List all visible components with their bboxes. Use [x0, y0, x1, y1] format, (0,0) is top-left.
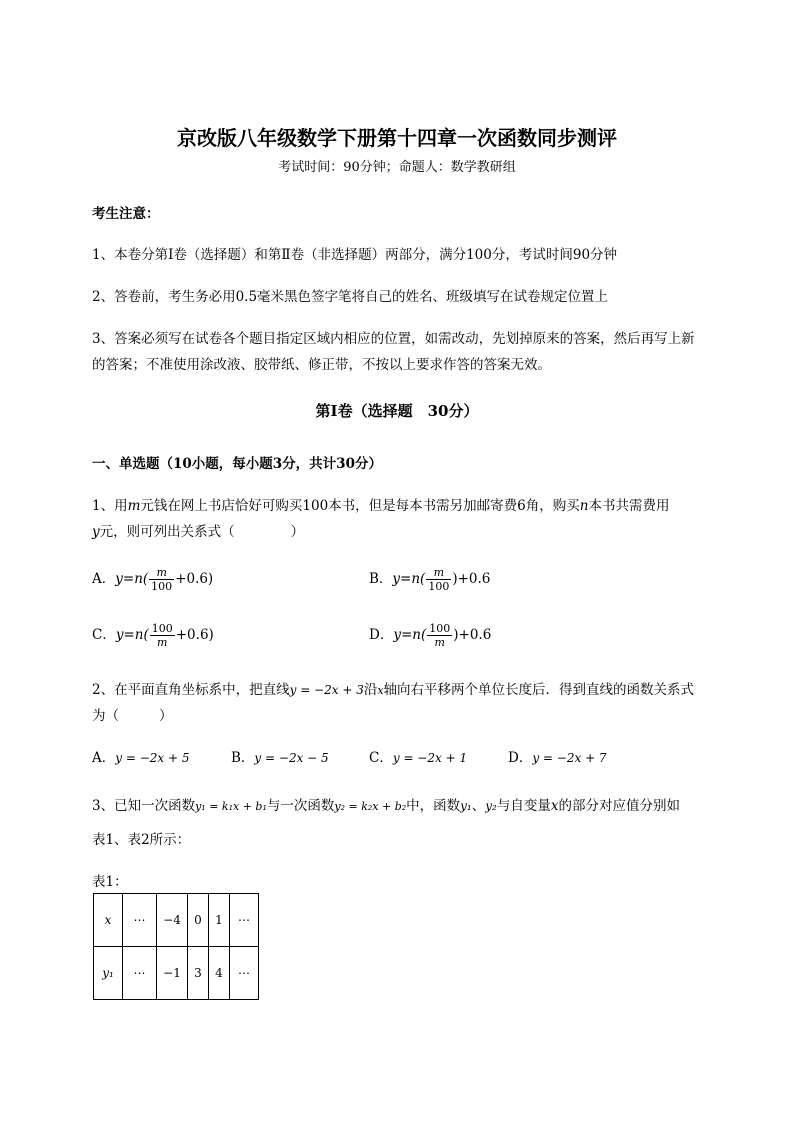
table-cell: ⋯	[230, 947, 259, 1000]
table-row	[94, 947, 259, 1000]
table-cell: 3	[188, 947, 209, 1000]
table-cell: 0	[188, 894, 209, 947]
q1-option-c[interactable]: C．y=n( $\frac{100}{m}$ +0.6)	[92, 622, 214, 649]
table-cell: ⋯	[123, 947, 157, 1000]
q2-line-2: 为（ ）	[92, 708, 173, 724]
table-row	[94, 894, 259, 947]
section-title: 第I卷（选择题 30分）	[315, 402, 479, 420]
table-cell: 1	[209, 894, 230, 947]
q1-line-2: y元，则可列出关系式（ ）	[92, 524, 305, 540]
q2-option-b[interactable]: B．y = −2x − 5	[231, 750, 329, 766]
q1-line-1: 1、用m元钱在网上书店恰好可购买100本书，但是每本书需另加邮寄费6角，购买n本书共需费用	[92, 498, 670, 514]
table-cell: ⋯	[230, 894, 259, 947]
table-cell: x	[94, 894, 123, 947]
q3-line-2: 表1、表2所示：	[92, 832, 191, 848]
note-item-3-line-1: 3、答案必须写在试卷各个题目指定区域内相应的位置，如需改动，先划掉原来的答案，然后再写上新	[92, 331, 695, 347]
q1-option-a[interactable]: A．y=n( $\frac{m}{100}$ +0.6)	[92, 566, 214, 593]
q1-option-d[interactable]: D．y=n( $\frac{100}{m}$ )+0.6	[369, 622, 492, 649]
table-cell: ⋯	[123, 894, 157, 947]
page-title: 京改版八年级数学下册第十四章一次函数同步测评	[177, 126, 617, 150]
q2-line-1: 2、在平面直角坐标系中，把直线y = −2x + 3沿x轴向右平移两个单位长度后．得到直线的函数关系式	[92, 682, 695, 698]
q2-option-c[interactable]: C．y = −2x + 1	[369, 750, 468, 766]
table-cell: −1	[157, 947, 188, 1000]
note-item-2: 2、答卷前，考生务必用0.5毫米黑色签字笔将自己的姓名、班级填写在试卷规定位置上	[92, 289, 609, 305]
q1-option-b[interactable]: B．y=n( $\frac{m}{100}$ )+0.6	[369, 566, 491, 593]
notes-heading: 考生注意：	[92, 206, 160, 222]
q2-option-a[interactable]: A．y = −2x + 5	[92, 750, 190, 766]
table-cell: −4	[157, 894, 188, 947]
part-heading: 一、单选题（10小题，每小题3分，共计30分）	[92, 456, 382, 472]
table-label: 表1：	[92, 874, 128, 890]
table-cell: y₁	[94, 947, 123, 1000]
q3-line-1: 3、已知一次函数y₁ = k₁x + b₁与一次函数y₂ = k₂x + b₂中，函数y₁、y₂与自变量x的部分对应值分别如	[92, 798, 680, 814]
note-item-3-line-2: 的答案；不准使用涂改液、胶带纸、修正带，不按以上要求作答的答案无效。	[92, 357, 551, 373]
value-table	[93, 893, 259, 1000]
note-item-1: 1、本卷分第I卷（选择题）和第Ⅱ卷（非选择题）两部分，满分100分，考试时间90分钟	[92, 247, 618, 263]
exam-info: 考试时间：90分钟；命题人：数学教研组	[278, 160, 516, 175]
q2-option-d[interactable]: D．y = −2x + 7	[508, 750, 607, 766]
table-cell: 4	[209, 947, 230, 1000]
